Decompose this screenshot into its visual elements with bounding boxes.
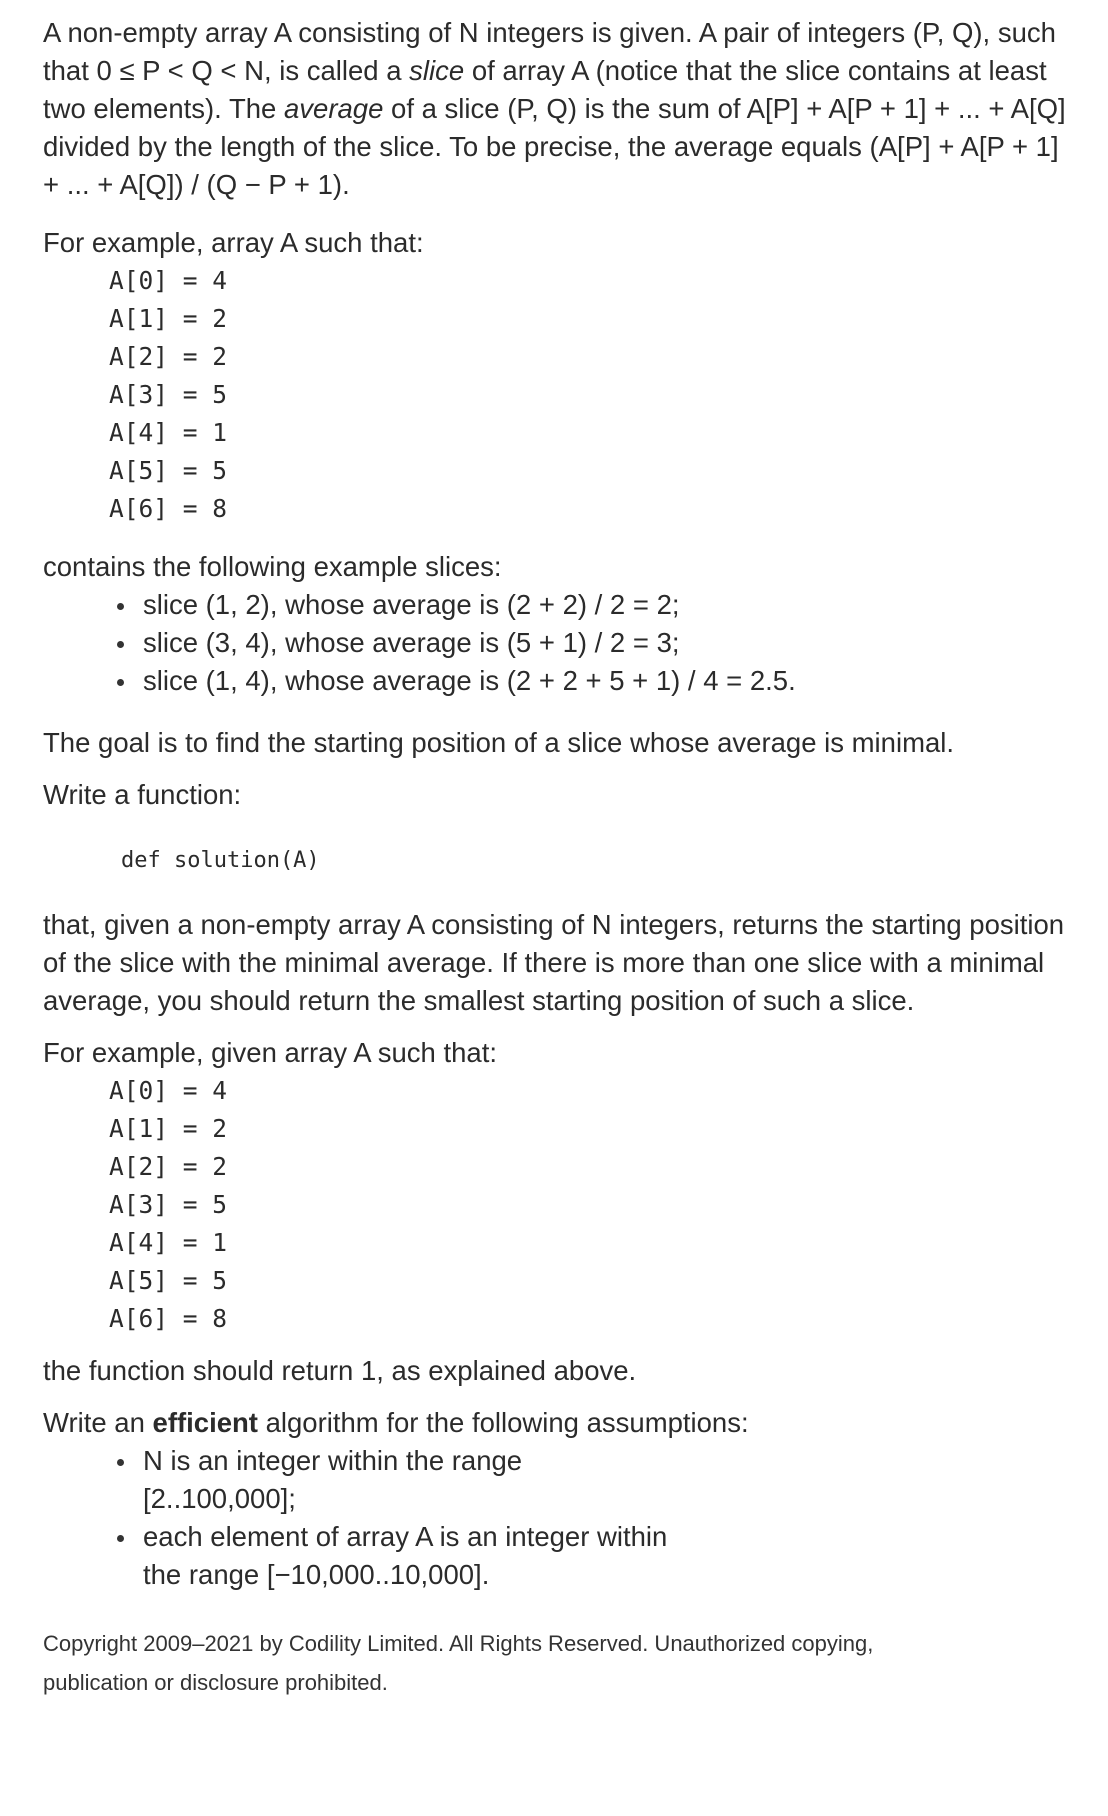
example-array-block: A[0] = 4 A[1] = 2 A[2] = 2 A[3] = 5 A[4] = 1 A[5] = 5 A[6] = 8 — [109, 266, 228, 523]
slices-intro: contains the following example slices: — [43, 551, 502, 582]
assumptions-intro — [43, 1404, 1078, 1442]
write-function-paragraph: Write a function: — [43, 779, 242, 810]
copyright-notice: Copyright 2009–2021 by Codility Limited. All Rights Reserved. Unauthorized copying, publication or disclosure prohibited. — [43, 1631, 874, 1695]
intro-text-1: A non-empty array A consisting of N integers is given. A pair of integers (P, Q), such that 0 ≤ P < Q < N, is called a — [43, 17, 1056, 86]
list-item: each element of array A is an integer within the range [−10,000..10,000]. — [143, 1518, 678, 1594]
list-item: slice (3, 4), whose average is (5 + 1) / 2 = 3; — [143, 624, 1078, 662]
list-item: slice (1, 2), whose average is (2 + 2) / 2 = 2; — [143, 586, 1078, 624]
slices-list — [43, 586, 1078, 700]
assumptions-prefix: Write an — [43, 1407, 153, 1438]
intro-text-3: of a slice (P, Q) is the sum of A[P] + A[P + 1] + ... + A[Q] divided by the length of the slice. To be precise, the average equals (A[P] + A[P + 1] + ... + A[Q]) / (Q − P + 1). — [43, 93, 1066, 200]
list-item: N is an integer within the range [2..100,000]; — [143, 1442, 678, 1518]
goal-paragraph: The goal is to find the starting position of a slice whose average is minimal. — [43, 727, 955, 758]
example2-array-block: A[0] = 4 A[1] = 2 A[2] = 2 A[3] = 5 A[4] = 1 A[5] = 5 A[6] = 8 — [109, 1076, 228, 1333]
intro-text-2: of array A (notice that the slice contains at least two elements). The — [43, 55, 1047, 124]
intro-slice-term: slice — [409, 55, 465, 86]
description-paragraph: that, given a non-empty array A consisting of N integers, returns the starting position of the slice with the minimal average. If there is more than one slice with a minimal average, you should return the smallest starting position of such a slice. — [43, 909, 1065, 1016]
intro-paragraph — [43, 14, 1078, 204]
return-paragraph: the function should return 1, as explained above. — [43, 1355, 637, 1386]
function-signature: def solution(A) — [121, 848, 320, 873]
intro-average-term: average — [284, 93, 384, 124]
example2-intro: For example, given array A such that: — [43, 1037, 497, 1068]
list-item: slice (1, 4), whose average is (2 + 2 + 5 + 1) / 4 = 2.5. — [143, 662, 1078, 700]
example1-intro: For example, array A such that: — [43, 227, 424, 258]
efficient-term: efficient — [152, 1407, 258, 1438]
assumptions-list — [43, 1442, 1078, 1594]
assumptions-suffix: algorithm for the following assumptions: — [257, 1407, 749, 1438]
